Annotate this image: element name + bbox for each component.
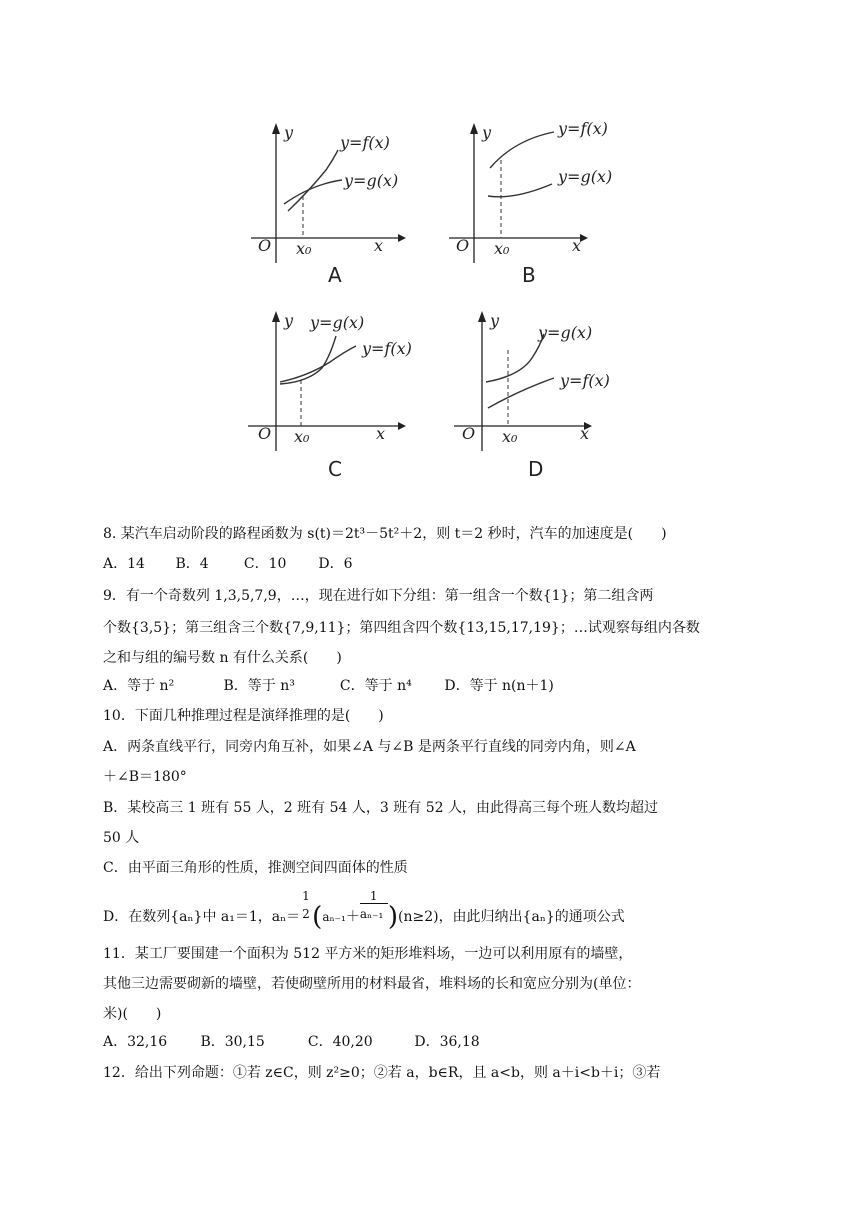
q8-options: [103, 554, 353, 574]
inner-term-a: aₙ₋₁: [322, 910, 346, 924]
curve-f: [490, 132, 554, 168]
bottom-curve-label: y=g(x): [344, 171, 399, 190]
q10-option-d-suffix: (n≥2)，由此归纳出{aₙ}的通项公式: [397, 909, 625, 925]
graph-a: [246, 118, 446, 288]
x0-label: x₀: [502, 427, 518, 446]
y-axis-arrow: [478, 311, 486, 322]
y-axis-arrow: [272, 123, 280, 134]
q10-option-a-line-2: ＋∠B＝180°: [103, 769, 187, 785]
half-fraction: [301, 889, 311, 934]
curve-g: [280, 336, 336, 384]
q10-option-a-line-1: A．两条直线平行，同旁内角互补，如果∠A 与∠B 是两条平行直线的同旁内角，则∠A: [103, 739, 636, 755]
origin-label: O: [462, 424, 476, 443]
inner-denominator: aₙ₋₁: [359, 907, 384, 921]
inner-numerator: 1: [369, 889, 378, 903]
x-axis-label: x: [572, 236, 582, 255]
half-numerator: 1: [302, 889, 310, 903]
top-curve-label: y=g(x): [538, 323, 593, 342]
q10-option-d-prefix: D．在数列{aₙ}中 a₁＝1，aₙ＝: [103, 909, 301, 925]
x-axis-label: x: [580, 424, 590, 443]
q10-option-b-line-1: B．某校高三 1 班有 55 人，2 班有 54 人，3 班有 52 人，由此得高三每个班人数均超过: [103, 800, 658, 816]
x-axis-arrow: [398, 422, 406, 430]
y-axis-arrow: [272, 311, 280, 322]
y-axis-arrow: [470, 123, 478, 134]
q10-option-b-line-2: 50 人: [103, 830, 140, 846]
top-curve-label: y=g(x): [310, 313, 365, 332]
q11-line-3: 米)( ): [103, 1006, 162, 1022]
y-axis-label: y: [284, 311, 294, 330]
q10-option-d: [103, 889, 625, 934]
curve-g: [486, 334, 544, 382]
q8-option-d: D．6: [318, 556, 353, 572]
bottom-curve-label: y=g(x): [558, 167, 613, 186]
q10-stem: 10．下面几种推理过程是演绎推理的是( ): [103, 708, 384, 724]
y-axis-label: y: [284, 123, 294, 142]
q11-line-2: 其他三边需要砌新的墙壁，若使砌壁所用的材料最省，堆料场的长和宽应分别为(单位：: [103, 976, 641, 992]
q8-option-c: C．10: [243, 556, 287, 572]
origin-label: O: [258, 236, 272, 255]
inner-fraction: [359, 889, 388, 934]
graph-c: [246, 306, 446, 481]
bottom-curve-label: y=f(x): [362, 339, 412, 358]
curve-g: [284, 180, 342, 204]
q11-option-c: C．40,20: [307, 1034, 373, 1050]
x-axis-arrow: [580, 234, 588, 242]
q9-options: [103, 676, 554, 696]
graph-caption: B: [522, 263, 536, 287]
origin-label: O: [456, 236, 470, 255]
q11-option-d: D．36,18: [414, 1034, 480, 1050]
x-axis-arrow: [398, 234, 406, 242]
q12-line-1: 12．给出下列命题：①若 z∈C，则 z²≥0；②若 a，b∈R，且 a<b，则 a＋i<b＋i；③若: [103, 1065, 661, 1081]
top-curve-label: y=f(x): [558, 119, 608, 138]
q8-stem: 8. 某汽车启动阶段的路程函数为 s(t)＝2t³－5t²＋2，则 t＝2 秒时，汽车的加速度是( ): [103, 526, 667, 542]
curve-f: [488, 378, 554, 408]
inner-plus: ＋: [345, 909, 360, 925]
q9-option-d: D．等于 n(n＋1): [444, 678, 554, 694]
curve-g: [488, 184, 552, 197]
curve-f: [280, 346, 356, 382]
graph-b: [444, 118, 644, 288]
graph-c-svg: [246, 306, 446, 481]
q9-option-a: A．等于 n²: [103, 678, 175, 694]
graph-d: [450, 306, 650, 481]
q11-option-a: A．32,16: [103, 1034, 168, 1050]
q9-line-3: 之和与组的编号数 n 有什么关系( ): [103, 650, 342, 666]
x0-label: x₀: [494, 239, 510, 258]
graph-caption: D: [528, 457, 544, 481]
half-denominator: 2: [302, 907, 310, 921]
graph-a-svg: [246, 118, 446, 288]
y-axis-label: y: [490, 311, 500, 330]
x-axis-label: x: [376, 424, 386, 443]
q11-options: [103, 1032, 480, 1052]
q9-line-1: 9．有一个奇数列 1,3,5,7,9，…，现在进行如下分组：第一组含一个数{1}；第二组含两: [103, 588, 654, 604]
graph-caption: A: [328, 263, 342, 287]
q11-line-1: 11．某工厂要围建一个面积为 512 平方米的矩形堆料场，一边可以利用原有的墙壁，: [103, 946, 633, 962]
top-curve-label: y=f(x): [340, 133, 390, 152]
origin-label: O: [258, 424, 272, 443]
x0-label: x₀: [296, 239, 312, 258]
q9-option-b: B．等于 n³: [223, 678, 295, 694]
y-axis-label: y: [482, 123, 492, 142]
q8-option-a: A．14: [103, 556, 145, 572]
graph-b-svg: [444, 118, 644, 288]
q8-option-b: B．4: [175, 556, 209, 572]
graph-d-svg: [450, 306, 650, 481]
q9-option-c: C．等于 n⁴: [339, 678, 412, 694]
big-paren-open: (: [312, 902, 323, 932]
q10-option-c: C．由平面三角形的性质，推测空间四面体的性质: [103, 860, 408, 876]
x-axis-label: x: [374, 236, 384, 255]
q11-option-b: B．30,15: [200, 1034, 265, 1050]
x0-label: x₀: [294, 427, 310, 446]
curve-f: [288, 150, 338, 211]
big-paren-close: ): [387, 902, 398, 932]
bottom-curve-label: y=f(x): [560, 371, 610, 390]
q9-line-2: 个数{3,5}；第三组含三个数{7,9,11}；第四组含四个数{13,15,17,19}；…试观察每组内各数: [103, 620, 700, 636]
graph-caption: C: [328, 457, 342, 481]
